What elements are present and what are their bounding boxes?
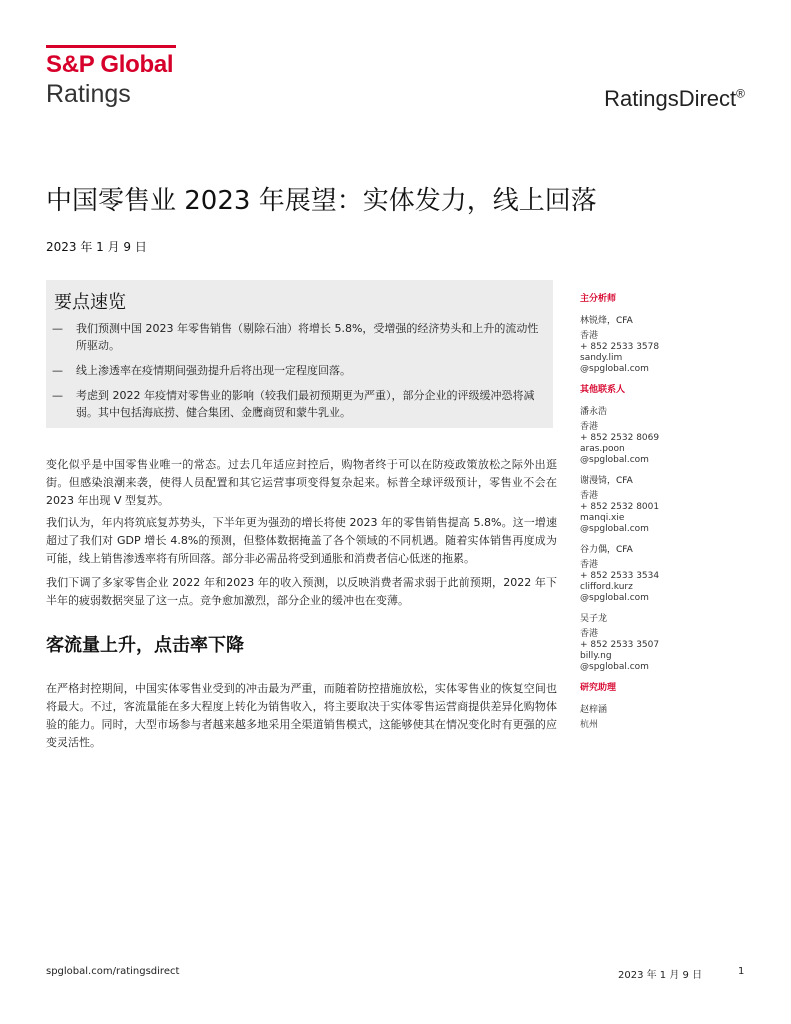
footer-date: 2023 年 1 月 9 日 <box>618 970 703 981</box>
analyst-phone: + 852 2532 8069 <box>580 433 660 443</box>
primary-analyst-heading: 主分析师 <box>580 294 617 304</box>
analyst-name: 谷力偶，CFA <box>580 545 633 555</box>
assistant-city: 杭州 <box>580 720 599 730</box>
analyst-email-domain[interactable]: @spglobal.com <box>580 593 649 603</box>
analyst-name: 吴子龙 <box>580 614 608 624</box>
analyst-email-domain[interactable]: @spglobal.com <box>580 662 649 672</box>
bullet-dash: — <box>52 322 63 335</box>
key-point-item <box>46 387 553 421</box>
document-date: 2023 年 1 月 9 日 <box>46 240 147 254</box>
analyst-contact <box>580 543 690 604</box>
analyst-email-domain[interactable]: @spglobal.com <box>580 364 649 374</box>
analyst-email-user[interactable]: billy.ng <box>580 651 612 661</box>
key-points-list <box>46 320 553 429</box>
section-paragraph: 在严格封控期间，中国实体零售业受到的冲击最为严重，而随着防控措施放松，实体零售业的恢复空间也将最大。不过，客流量能在多大程度上转化为销售收入，将主要取决于实体零售运营商提供差异化购物体验的能力。同时，大型市场参与者越来越多地采用全渠道销售模式，这能够使其在情况变化时有更强的应变灵活性。 <box>46 682 557 749</box>
analyst-city: 香港 <box>580 331 599 341</box>
footer-url[interactable]: spglobal.com/ratingsdirect <box>46 966 180 977</box>
key-point-text: 考虑到 2022 年疫情对零售业的影响（较我们最初预期更为严重），部分企业的评级缓冲恐将减弱。其中包括海底捞、健合集团、金鹰商贸和蒙牛乳业。 <box>76 389 535 419</box>
analyst-phone: + 852 2532 8001 <box>580 502 660 512</box>
body-paragraph: 变化似乎是中国零售业唯一的常态。过去几年适应封控后，购物者终于可以在防疫政策放松之际外出逛街。但感染浪潮来袭，使得人员配置和其它运营事项变得复杂起来。标普全球评级预计，零售业不会在 2023 年出现 V 型复苏。 <box>46 458 557 507</box>
key-points-box <box>46 280 553 428</box>
assistant-contact <box>580 703 690 731</box>
section-heading: 客流量上升，点击率下降 <box>46 635 244 656</box>
analyst-contact <box>580 314 690 375</box>
analyst-email-domain[interactable]: @spglobal.com <box>580 455 649 465</box>
other-contacts-heading: 其他联系人 <box>580 385 626 395</box>
bullet-dash: — <box>52 389 63 402</box>
analyst-contact <box>580 405 690 466</box>
key-point-item <box>46 320 553 354</box>
analyst-email-domain[interactable]: @spglobal.com <box>580 524 649 534</box>
body-paragraph: 我们下调了多家零售企业 2022 年和2023 年的收入预测，以反映消费者需求弱于此前预期，2022 年下半年的疲弱数据突显了这一点。竞争愈加激烈，部分企业的缓冲也在变薄。 <box>46 576 557 607</box>
analyst-phone: + 852 2533 3507 <box>580 640 660 650</box>
analyst-contact <box>580 612 690 673</box>
registered-mark: ® <box>736 86 745 101</box>
key-point-item <box>46 362 553 379</box>
analyst-city: 香港 <box>580 629 599 639</box>
analyst-name: 潘永浩 <box>580 407 608 417</box>
analyst-sidebar <box>580 288 690 739</box>
logo-sp-global: S&P Global <box>46 51 174 78</box>
analyst-email-user[interactable]: sandy.lim <box>580 353 623 363</box>
bullet-dash: — <box>52 364 63 377</box>
analyst-city: 香港 <box>580 560 599 570</box>
analyst-name: 林锐烽，CFA <box>580 316 633 326</box>
logo-ratings: Ratings <box>46 80 131 108</box>
analyst-name: 谢漫锜，CFA <box>580 476 633 486</box>
research-assistant-heading: 研究助理 <box>580 683 617 693</box>
analyst-phone: + 852 2533 3578 <box>580 342 660 352</box>
analyst-contact <box>580 474 690 535</box>
product-name <box>604 86 745 112</box>
assistant-name: 赵梓涵 <box>580 705 608 715</box>
key-points-heading: 要点速览 <box>54 292 126 313</box>
analyst-email-user[interactable]: clifford.kurz <box>580 582 633 592</box>
analyst-city: 香港 <box>580 491 599 501</box>
body-paragraph: 我们认为，年内将筑底复苏势头，下半年更为强劲的增长将使 2023 年的零售销售提高 5.8%。这一增速超过了我们对 GDP 增长 4.8%的预测，但整体数据掩盖了各个领域的不同机遇。随着实体销售再度成为可能，线上销售渗透率将有所回落。部分非必需品将受到通胀和消费者信心低迷的拖累。 <box>46 516 557 565</box>
analyst-phone: + 852 2533 3534 <box>580 571 660 581</box>
analyst-city: 香港 <box>580 422 599 432</box>
logo-accent-bar <box>46 45 176 48</box>
key-point-text: 线上渗透率在疫情期间强劲提升后将出现一定程度回落。 <box>76 364 351 377</box>
analyst-email-user[interactable]: aras.poon <box>580 444 625 454</box>
analyst-email-user[interactable]: manqi.xie <box>580 513 625 523</box>
key-point-text: 我们预测中国 2023 年零售销售（剔除石油）将增长 5.8%，受增强的经济势头和上升的流动性所驱动。 <box>76 322 539 352</box>
document-title: 中国零售业 2023 年展望：实体发力，线上回落 <box>46 186 597 216</box>
page-number: 1 <box>738 966 745 977</box>
product-name-text: RatingsDirect <box>604 86 737 111</box>
